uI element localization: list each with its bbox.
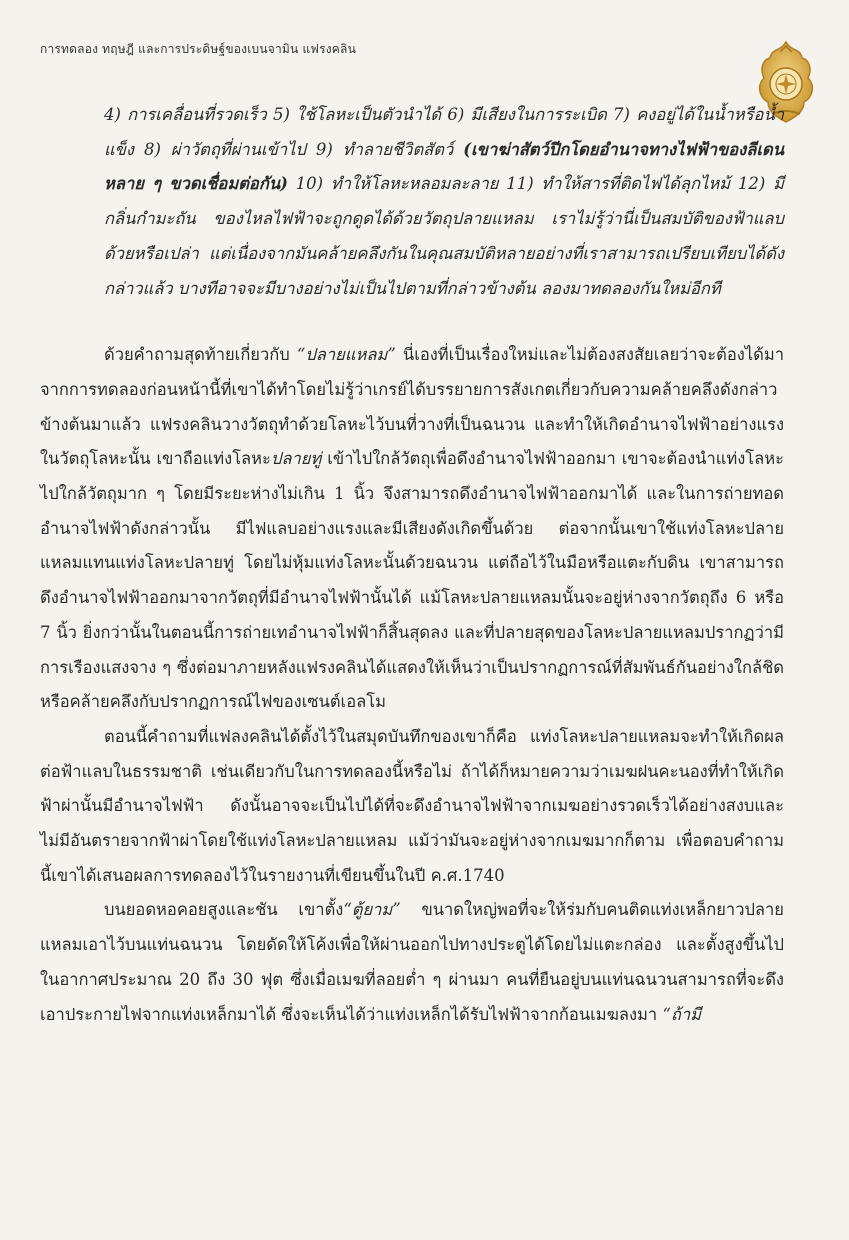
p1-bold-text: (เขาฆ่าสัตว์ปีกโดยอำนาจทางไฟฟ้าของลีเดนหลาย ๆ ขวดเชื่อมต่อกัน) [104, 139, 784, 194]
p2-italic-quote: “ปลายแหลม” [296, 345, 396, 365]
paragraph-2 [40, 338, 784, 720]
p4-text-b: ขนาดใหญ่พอที่จะให้ร่มกับคนติดแท่งเหล็กยาวปลายแหลมเอาไว้บนแท่นฉนวน โดยดัดให้โค้งเพื่อให้ผ่านออกไปทางประตูได้โดยไม่แตะกล่อง และตั้งสูงขึ้นไปในอากาศประมาณ 20 ถึง 30 ฟุต ซึ่งเมื่อเมฆที่ลอยต่ำ ๆ ผ่านมา คนที่ยืนอยู่บนแท่นฉนวนสามารถที่จะดึงเอาประกายไฟจากแท่งเหล็กมาได้ ซึ่งจะเห็นได้ว่าแท่งเหล็กได้รับไฟฟ้าจากก้อนเมฆลงมา [40, 900, 784, 1024]
p1-text-b: 10) ทำให้โลหะหลอมละลาย 11) ทำให้สารที่ติดไฟได้ลุกไหม้ 12) มีกลิ่นกำมะถัน ของไหลไฟฟ้าจะถูกดูดได้ด้วยวัตถุปลายแหลม เราไม่รู้ว่านี่เป็นสมบัติของฟ้าแลบด้วยหรือเปล่า แต่เนื่องจากมันคล้ายคลึงกันในคุณสมบัติหลายอย่างที่เราสามารถเปรียบเทียบได้ดังกล่าวแล้ว บางทีอาจจะมีบางอย่างไม่เป็นไปตามที่กล่าวข้างต้น ลองมาทดลองกันใหม่อีกที [104, 174, 784, 298]
running-header: การทดลอง ทฤษฎี และการประดิษฐ์ของเบนจามิน แฟรงคลิน [40, 42, 356, 56]
body-text [40, 98, 785, 1032]
p3-text: ตอนนี้คำถามที่แฟลงคลินได้ตั้งไว้ในสมุดบันทึกของเขาก็คือ แท่งโลหะปลายแหลมจะทำให้เกิดผลต่อฟ้าแลบในธรรมชาติ เช่นเดียวกับในการทดลองนี้หรือไม่ ถ้าได้ก็หมายความว่าเมฆฝนคะนองที่ทำให้เกิดฟ้าผ่านั้นมีอำนาจไฟฟ้า ดังนั้นอาจจะเป็นไปได้ที่จะดึงอำนาจไฟฟ้าจากเมฆอย่างรวดเร็วได้อย่างสงบและไม่มีอันตรายจากฟ้าผ่าโดยใช้แท่งโลหะปลายแหลม แม้ว่ามันจะอยู่ห่างจากเมฆมากก็ตาม เพื่อตอบคำถามนี้เขาได้เสนอผลการทดลองไว้ในรายงานที่เขียนขึ้นในปี ค.ศ.1740 [40, 726, 784, 885]
paragraph-1 [104, 98, 784, 306]
p2-text-b: นี่เองที่เป็นเรื่องใหม่และไม่ต้องสงสัยเลยว่าจะต้องได้มาจากการทดลองก่อนหน้านี้ที่เขาได้ทำโดยไม่รู้ว่าเกรย์ได้บรรยายการสังเกตเกี่ยวกับความคล้ายคลึงดังกล่าวข้างต้นมาแล้ว แฟรงคลินวางวัตถุทำด้วยโลหะไว้บนที่วางที่เป็นฉนวน และทำให้เกิดอำนาจไฟฟ้าอย่างแรงในวัตถุโลหะนั้น เขาถือแท่งโลหะ [40, 345, 785, 469]
p2-text-c: เข้าไปใกล้วัตถุเพื่อดึงอำนาจไฟฟ้าออกมา เขาจะต้องนำแท่งโลหะไปใกล้วัตถุมาก ๆ โดยมีระยะห่างไม่เกิน 1 นิ้ว จึงสามารถดึงอำนาจไฟฟ้าออกมาได้ และในการถ่ายทอดอำนาจไฟฟ้าดังกล่าวนั้น มีไฟแลบอย่างแรงและมีเสียงดังเกิดขึ้นด้วย ต่อจากนั้นเขาใช้แท่งโลหะปลายแหลมแทนแท่งโลหะปลายทู่ โดยไม่หุ้มแท่งโลหะนั้นด้วยฉนวน แต่ถือไว้ในมือหรือแตะกับดิน เขาสามารถดึงอำนาจไฟฟ้าออกมาจากวัตถุที่มีอำนาจไฟฟ้านั้นได้ แม้โลหะปลายแหลมนั้นจะอยู่ห่างจากวัตถุถึง 6 หรือ 7 นิ้ว ยิ่งกว่านั้นในตอนนี้การถ่ายเทอำนาจไฟฟ้าก็สิ้นสุดลง และที่ปลายสุดของโลหะปลายแหลมปรากฏว่ามีการเรืองแสงจาง ๆ ซึ่งต่อมาภายหลังแฟรงคลินได้แสดงให้เห็นว่าเป็นปรากฏการณ์ที่สัมพันธ์กันอย่างใกล้ชิดหรือคล้ายคลึงกับปรากฏการณ์ไฟของเซนต์เอลโม [40, 449, 784, 712]
p4-text-a: บนยอดหอคอยสูงและชัน เขาตั้ง [104, 900, 344, 920]
p2-italic-term: ปลายทู่ [270, 449, 322, 469]
p2-text-a: ด้วยคำถามสุดท้ายเกี่ยวกับ [104, 345, 297, 365]
p4-italic-quote: “ตู้ยาม” [343, 900, 401, 920]
p4-italic-end: “ถ้ามี [662, 1004, 702, 1024]
p1-text-a: 4) การเคลื่อนที่รวดเร็ว 5) ใช้โลหะเป็นตัวนำได้ 6) มีเสียงในการระเบิด 7) คงอยู่ได้ในน้ำหรือน้ำแข็ง 8) ผ่าวัตถุที่ผ่านเข้าไป 9) ทำลายชีวิตสัตว์ [104, 105, 784, 159]
paragraph-4 [40, 893, 784, 1032]
paragraph-3 [40, 720, 784, 894]
